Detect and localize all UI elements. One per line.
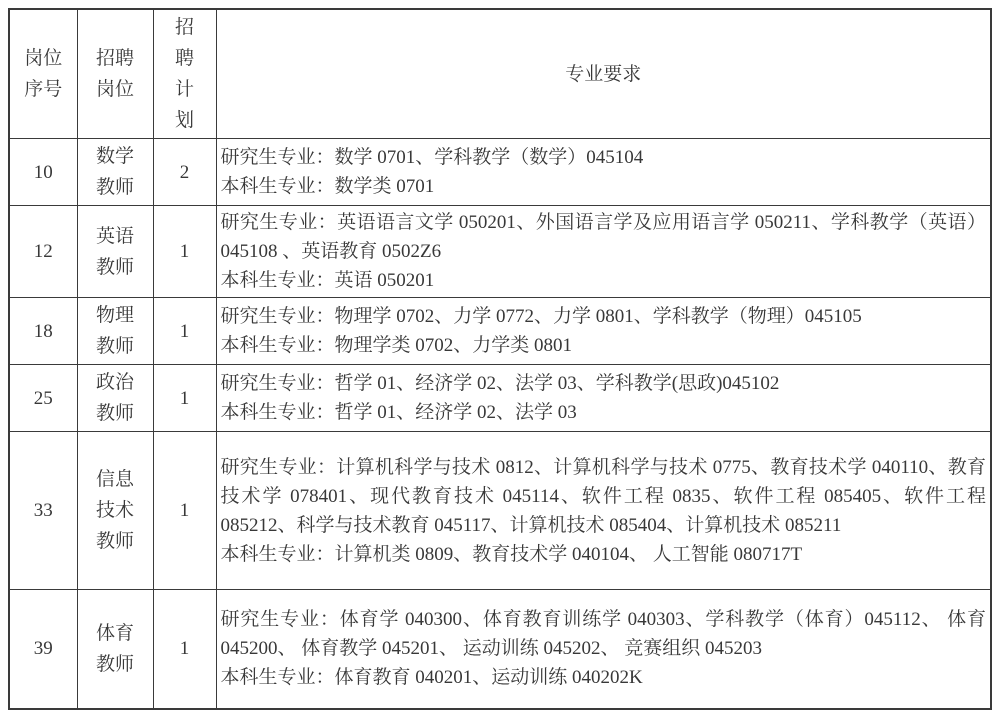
requirement-cell <box>216 365 991 432</box>
requirement-cell <box>216 298 991 365</box>
position-title: 英语教师 <box>96 225 135 278</box>
header-requirements <box>216 9 991 139</box>
header-seq-label: 岗位序号 <box>24 48 63 100</box>
undergrad-requirement-line: 本科生专业：计算机类 0809、教育技术学 040104、 人工智能 080717T <box>220 543 803 565</box>
position-title: 物理教师 <box>96 305 135 357</box>
undergrad-requirement-line: 本科生专业：体育教育 040201、运动训练 040202K <box>220 667 643 689</box>
plan-count-cell: 1 <box>153 298 216 365</box>
undergrad-requirement-line: 本科生专业：物理学类 0702、力学类 0801 <box>220 335 573 356</box>
header-row <box>9 9 991 139</box>
header-plan-label: 招聘计划 <box>175 17 195 131</box>
table-row <box>9 206 991 298</box>
position-title: 信息技术教师 <box>96 469 135 552</box>
header-position <box>77 9 153 139</box>
position-seq-cell: 10 <box>9 139 77 206</box>
position-title-cell <box>77 590 153 709</box>
position-title-cell <box>77 432 153 590</box>
undergrad-requirement-line: 本科生专业：哲学 01、经济学 02、法学 03 <box>220 402 577 423</box>
plan-count-cell: 1 <box>153 590 216 709</box>
position-seq-cell: 33 <box>9 432 77 590</box>
requirement-cell <box>216 590 991 709</box>
table-row <box>9 432 991 590</box>
table-row <box>9 590 991 709</box>
header-seq <box>9 9 77 139</box>
header-requirements-label: 专业要求 <box>565 63 642 85</box>
position-title: 政治教师 <box>96 372 135 424</box>
position-seq-cell: 39 <box>9 590 77 709</box>
grad-requirement-line: 研究生专业：计算机科学与技术 0812、计算机科学与技术 0775、教育技术学 040110、教育技术学 078401、现代教育技术 045114、软件工程 0835、软件工程 085405、软件工程 085212、科学与技术教育 045117、计算机技术 085404、计算机技术 085211 <box>220 456 986 536</box>
header-position-label: 招聘岗位 <box>96 48 135 100</box>
requirement-cell <box>216 206 991 298</box>
position-title-cell <box>77 139 153 206</box>
table-row <box>9 139 991 206</box>
position-seq-cell: 12 <box>9 206 77 298</box>
position-seq-cell: 25 <box>9 365 77 432</box>
grad-requirement-line: 研究生专业：英语语言文学 050201、外国语言学及应用语言学 050211、学科教学（英语）045108 、英语教育 0502Z6 <box>220 212 986 262</box>
position-title-cell <box>77 365 153 432</box>
grad-requirement-line: 研究生专业：物理学 0702、力学 0772、力学 0801、学科教学（物理）045105 <box>220 306 862 327</box>
position-title: 体育教师 <box>96 622 135 675</box>
header-plan <box>153 9 216 139</box>
table-row <box>9 365 991 432</box>
plan-count-cell: 1 <box>153 206 216 298</box>
grad-requirement-line: 研究生专业：数学 0701、学科教学（数学）045104 <box>220 147 644 168</box>
grad-requirement-line: 研究生专业：哲学 01、经济学 02、法学 03、学科教学(思政)045102 <box>220 373 780 394</box>
position-title: 数学教师 <box>96 146 135 198</box>
plan-count-cell: 1 <box>153 432 216 590</box>
undergrad-requirement-line: 本科生专业：数学类 0701 <box>220 176 435 197</box>
plan-count-cell: 1 <box>153 365 216 432</box>
plan-count-cell: 2 <box>153 139 216 206</box>
position-title-cell <box>77 206 153 298</box>
requirement-cell <box>216 432 991 590</box>
table-row <box>9 298 991 365</box>
recruitment-table <box>8 8 992 710</box>
requirement-cell <box>216 139 991 206</box>
position-title-cell <box>77 298 153 365</box>
position-seq-cell: 18 <box>9 298 77 365</box>
undergrad-requirement-line: 本科生专业：英语 050201 <box>220 270 435 291</box>
grad-requirement-line: 研究生专业：体育学 040300、体育教育训练学 040303、学科教学（体育）045112、 体育 045200、 体育教学 045201、 运动训练 045202、 竞赛组织 045203 <box>220 609 986 660</box>
